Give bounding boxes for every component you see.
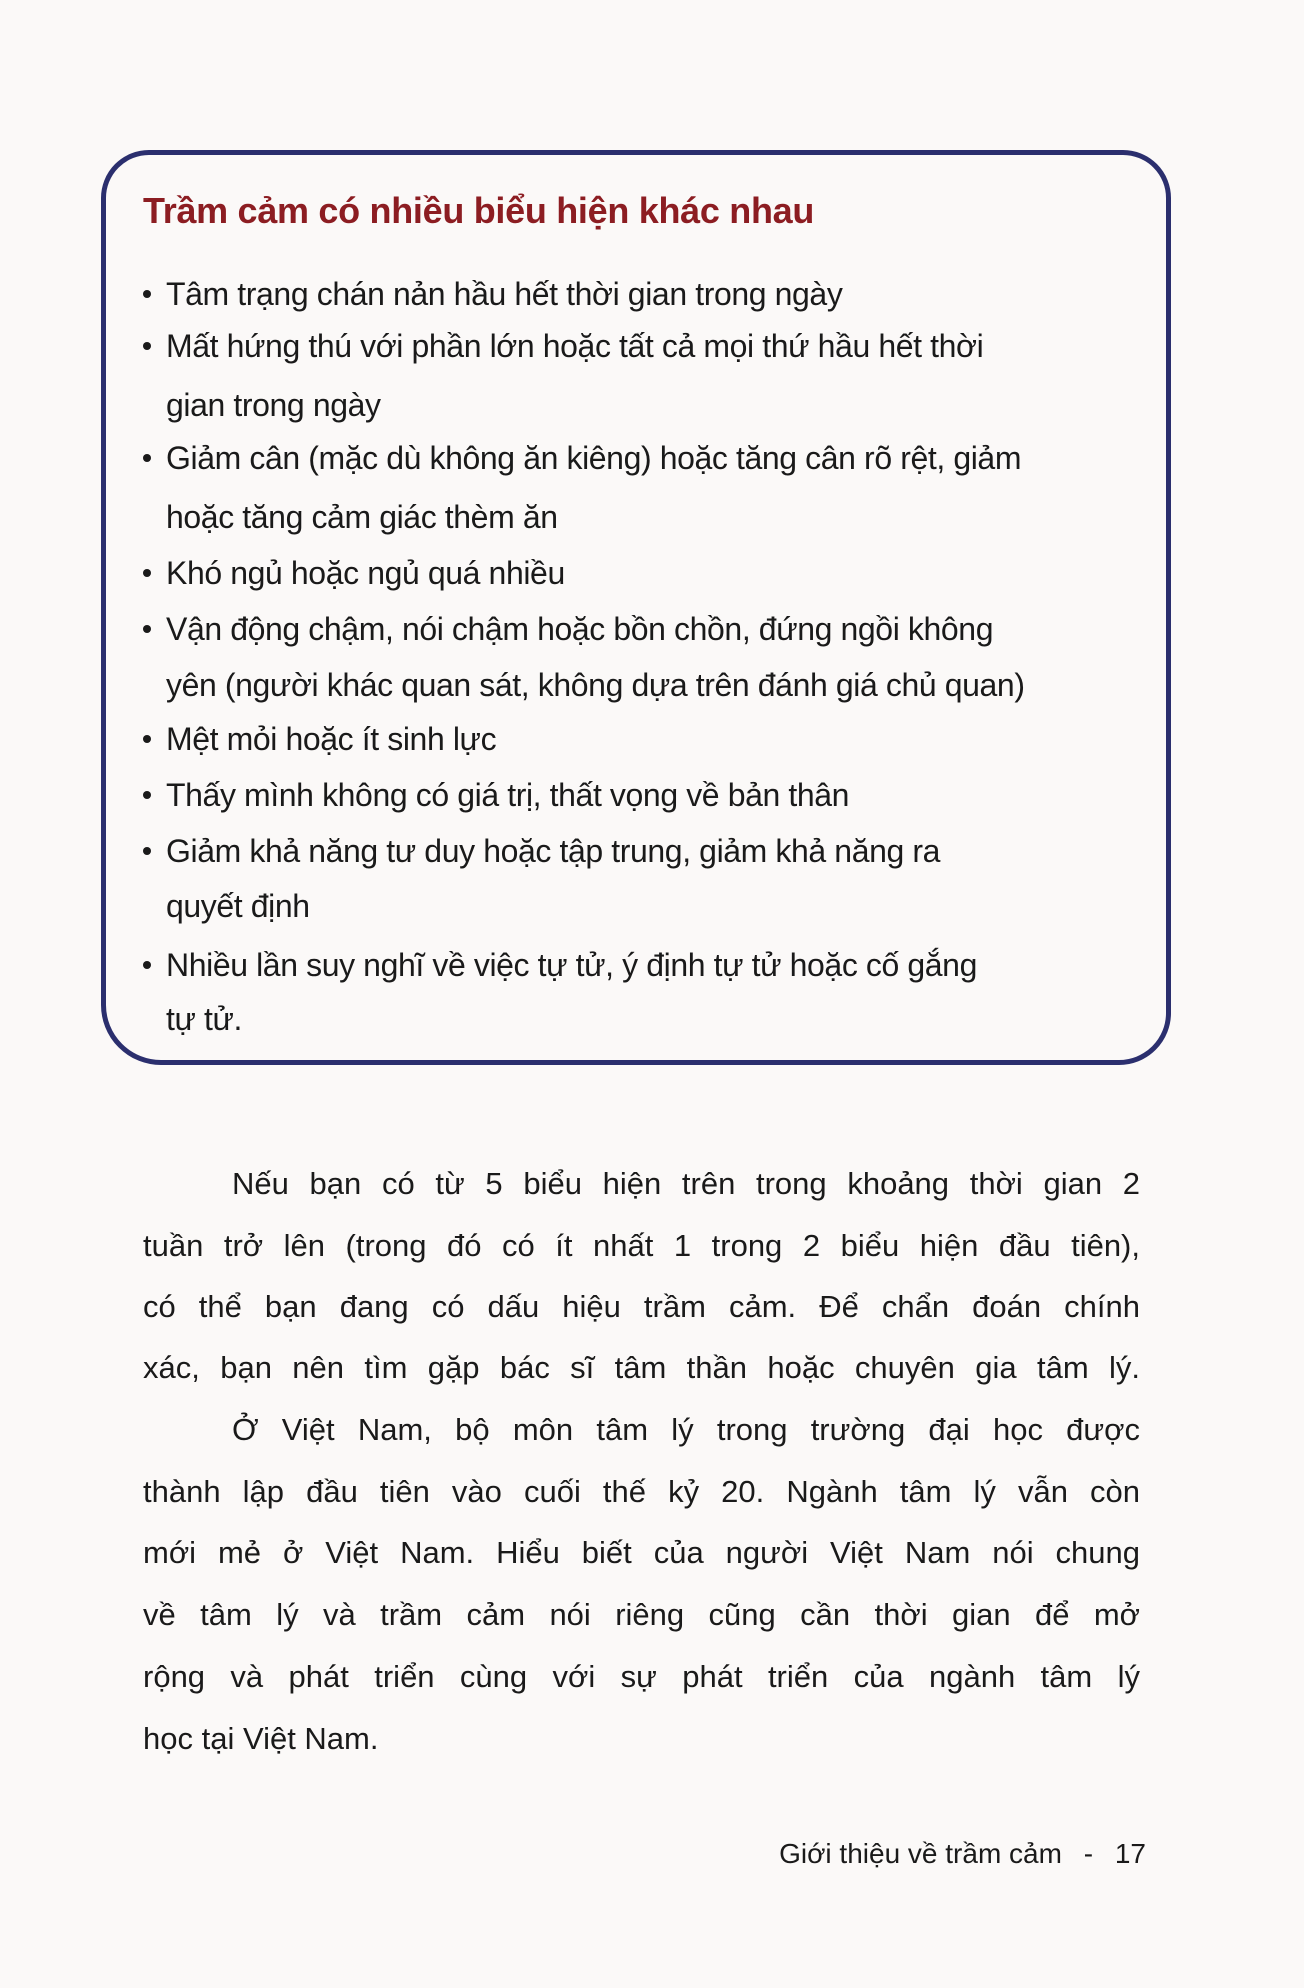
box-title: Trầm cảm có nhiều biểu hiện khác nhau xyxy=(143,190,815,231)
list-item: Mất hứng thú với phần lớn hoặc tất cả mọi thứ hầu hết thời xyxy=(166,328,984,364)
list-item: Tâm trạng chán nản hầu hết thời gian trong ngày xyxy=(166,276,843,312)
paragraph-line: tuần trở lên (trong đó có ít nhất 1 trong 2 biểu hiện đầu tiên), xyxy=(143,1228,1140,1263)
bullet-icon xyxy=(143,961,151,969)
list-item-continuation: gian trong ngày xyxy=(166,387,381,423)
list-item-continuation: yên (người khác quan sát, không dựa trên đánh giá chủ quan) xyxy=(166,667,1025,703)
paragraph-line: rộng và phát triển cùng với sự phát triển của ngành tâm lý xyxy=(143,1659,1140,1694)
footer-separator: - xyxy=(1083,1838,1094,1869)
paragraph-line: mới mẻ ở Việt Nam. Hiểu biết của người Việt Nam nói chung xyxy=(143,1535,1140,1570)
list-item: Mệt mỏi hoặc ít sinh lực xyxy=(166,721,497,757)
list-item: Giảm khả năng tư duy hoặc tập trung, giảm khả năng ra xyxy=(166,833,941,869)
bullet-icon xyxy=(143,735,151,743)
bullet-icon xyxy=(143,791,151,799)
chapter-title: Giới thiệu về trầm cảm xyxy=(779,1838,1062,1869)
list-item-continuation: hoặc tăng cảm giác thèm ăn xyxy=(166,499,558,535)
bullet-icon xyxy=(143,342,151,350)
list-item: Thấy mình không có giá trị, thất vọng về bản thân xyxy=(166,777,850,813)
bullet-icon xyxy=(143,847,151,855)
page-footer xyxy=(765,1838,1146,1870)
bullet-icon xyxy=(143,569,151,577)
paragraph-line: về tâm lý và trầm cảm nói riêng cũng cần thời gian để mở xyxy=(143,1597,1140,1632)
bullet-icon xyxy=(143,625,151,633)
paragraph-line: Nếu bạn có từ 5 biểu hiện trên trong khoảng thời gian 2 xyxy=(232,1166,1140,1201)
paragraph-line: có thể bạn đang có dấu hiệu trầm cảm. Để chẩn đoán chính xyxy=(143,1289,1140,1324)
list-item: Vận động chậm, nói chậm hoặc bồn chồn, đứng ngồi không xyxy=(166,611,994,647)
list-item: Nhiều lần suy nghĩ về việc tự tử, ý định tự tử hoặc cố gắng xyxy=(166,947,977,983)
bullet-icon xyxy=(143,290,151,298)
list-item: Khó ngủ hoặc ngủ quá nhiều xyxy=(166,555,565,591)
list-item-continuation: quyết định xyxy=(166,888,310,924)
page-number: 17 xyxy=(1114,1838,1146,1869)
paragraph-line: Ở Việt Nam, bộ môn tâm lý trong trường đại học được xyxy=(232,1412,1140,1447)
list-item-continuation: tự tử. xyxy=(166,1001,243,1037)
paragraph-line: xác, bạn nên tìm gặp bác sĩ tâm thần hoặc chuyên gia tâm lý. xyxy=(143,1350,1140,1385)
paragraph-line: học tại Việt Nam. xyxy=(143,1721,379,1756)
list-item: Giảm cân (mặc dù không ăn kiêng) hoặc tăng cân rõ rệt, giảm xyxy=(166,440,1022,476)
paragraph-line: thành lập đầu tiên vào cuối thế kỷ 20. Ngành tâm lý vẫn còn xyxy=(143,1474,1140,1509)
bullet-icon xyxy=(143,454,151,462)
